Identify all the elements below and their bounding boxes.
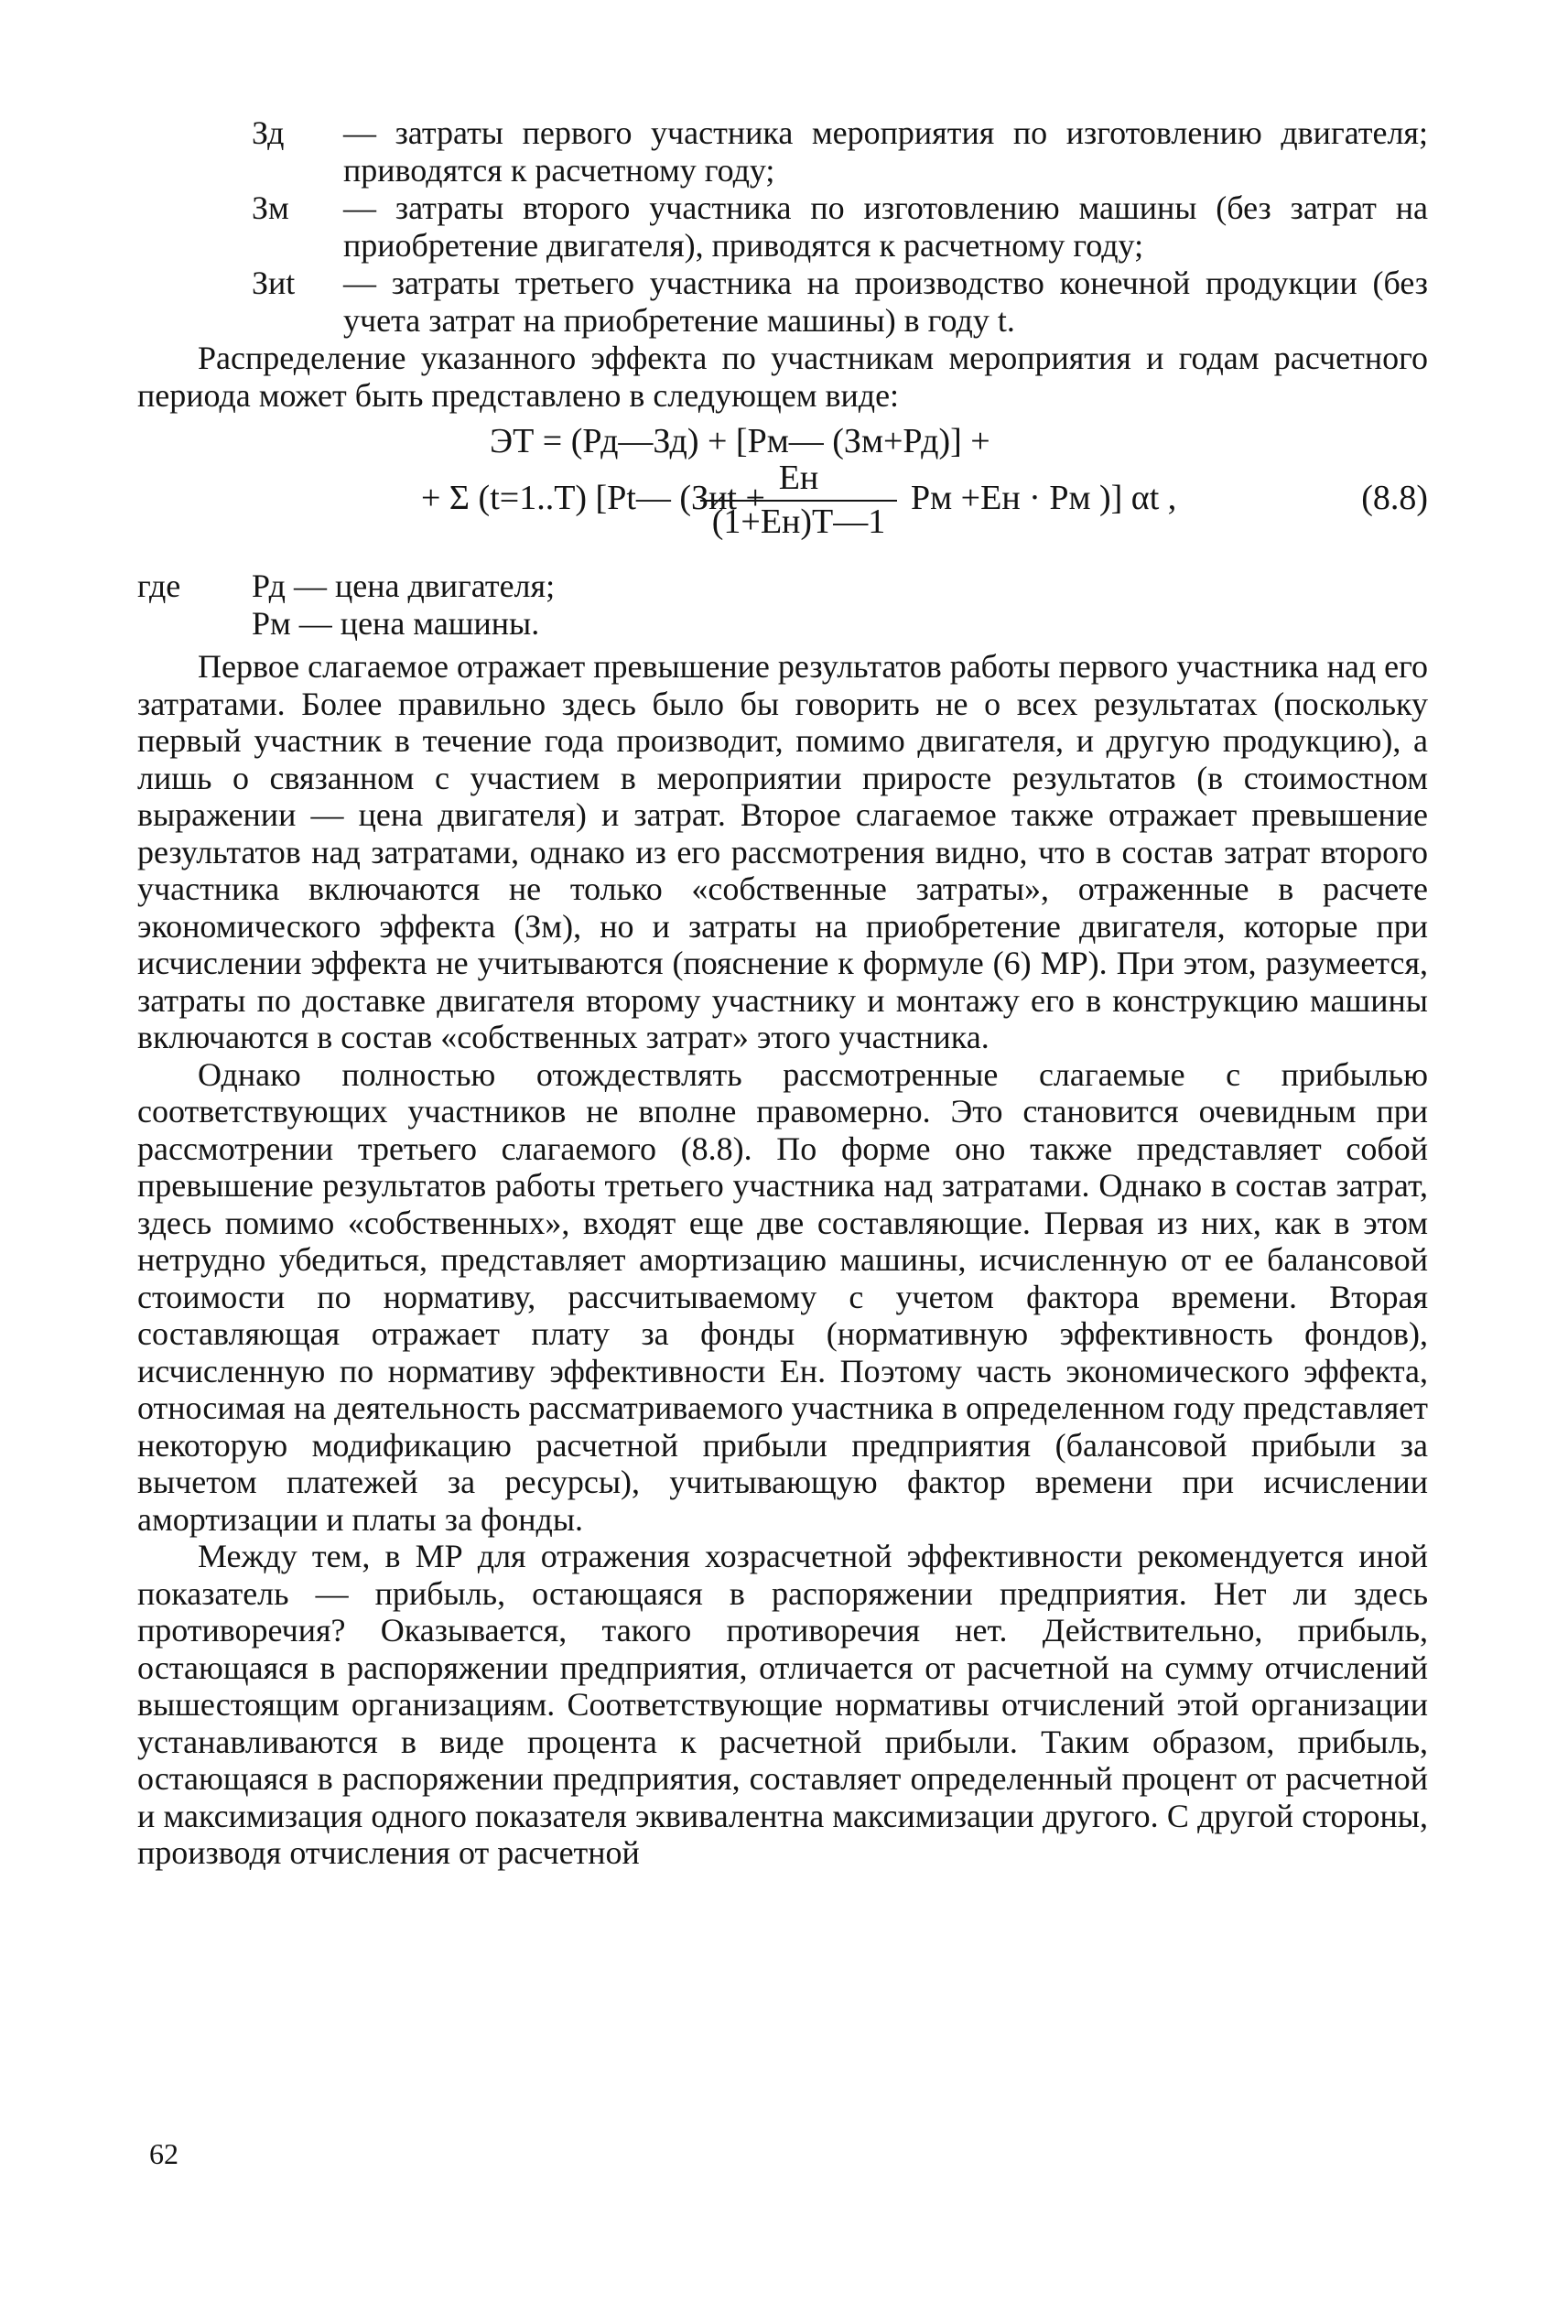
body-paragraph: Однако полностью отождествлять рассмотренные слагаемые с прибылью соответствующих участников не вполне правомерно. Это становится очевидным при рассмотрении третьего слагаемого (8.8). По форме оно также представляет собой превышение результатов работы третьего участника над затратами. Однако в состав затрат, здесь помимо «собственных», входят еще две составляющие. Первая из них, как в этом нетрудно убедиться, представляет амортизацию машины, исчисленную от ее балансовой стоимости по нормативу, рассчитываемому с учетом фактора времени. Вторая составляющая отражает плату за фонды (нормативную эффективность фондов), исчисленную по нормативу эффективности Ен. Поэтому часть экономического эффекта, относимая на деятельность рассматриваемого участника в определенном году представляет некоторую модификацию расчетной прибыли предприятия (балансовой прибыли за вычетом платежей за ресурсы), учитывающую фактор времени при исчислении амортизации и платы за фонды. [137,1055,1428,1538]
where-block [137,567,1428,643]
page-number: 62 [149,2137,178,2170]
body-paragraph: Первое слагаемое отражает превышение результатов работы первого участника над его затратами. Более правильно здесь было бы говорить не о всех результатах (поскольку первый участник в течение года производит, помимо двигателя, и другую продукцию), а лишь о связанном с участием в мероприятии приросте результатов (в стоимостном выражении — цена двигателя) и затрат. Второе слагаемое также отражает превышение результатов над затратами, однако из его рассмотрения видно, что в состав затрат второго участника включаются не только «собственные затраты», отраженные в расчете экономического эффекта (Зм), но и затраты на приобретение двигателя, которые при исчислении эффекта не учитываются (пояснение к формуле (6) МР). При этом, разумеется, затраты по доставке двигателя второму участнику и монтажу его в конструкцию машины включаются в состав «собственных затрат» этого участника. [137,648,1428,1055]
definition-text: — затраты второго участника по изготовлению машины (без затрат на приобретение двигателя), приводятся к расчетному году; [343,189,1428,264]
definition-row [137,189,1428,265]
definition-symbol: Зиt [252,265,296,301]
where-row [137,567,1428,605]
where-item: Рд — цена двигателя; [252,567,556,604]
formula-line-2-left: + Σ (t=1..T) [Pt— (Зиt + [421,479,765,517]
formula-line-2-right: Рм +Ен · Рм )] αt , [911,479,1177,517]
body-paragraph: Между тем, в МР для отражения хозрасчетной эффективности рекомендуется иной показатель — прибыль, остающаяся в распоряжении предприятия. Нет ли здесь противоречия? Оказывается, такого противоречия нет. Действительно, прибыль, остающаяся в распоряжении предприятия, отличается от расчетной на сумму отчислений вышестоящим организациям. Соответствующие нормативы отчислений этой организации устанавливаются в виде процента к расчетной прибыли. Таким образом, прибыль, остающаяся в распоряжении предприятия, составляет определенный процент от расчетной и максимизация одного показателя эквивалентна максимизации другого. С другой стороны, производя отчисления от расчетной [137,1538,1428,1871]
fraction-denominator: (1+Ен)Т—1 [711,503,886,541]
definition-symbol: Зд [252,114,285,151]
definition-row [137,114,1428,189]
definition-symbol: Зм [252,189,289,226]
formula-8-8 [137,421,1428,567]
formula-line-1: ЭТ = (Рд—Зд) + [Рм— (Зм+Рд)] + [490,422,990,460]
equation-number: (8.8) [1361,479,1428,517]
definition-text: — затраты первого участника мероприятия по изготовлению двигателя; приводятся к расчетному году; [343,114,1428,189]
definition-row [137,265,1428,340]
formula-fraction [700,458,897,542]
where-item: Рм — цена машины. [252,605,540,642]
fraction-numerator: Ен [700,458,897,502]
where-label: где [137,567,181,604]
definition-text: — затраты третьего участника на производство конечной продукции (без учета затрат на приобретение машины) в году t. [343,265,1428,339]
where-row [137,605,1428,643]
page-body [137,114,1428,1872]
intro-paragraph: Распределение указанного эффекта по участникам мероприятия и годам расчетного периода может быть представлено в следующем виде: [137,340,1428,414]
